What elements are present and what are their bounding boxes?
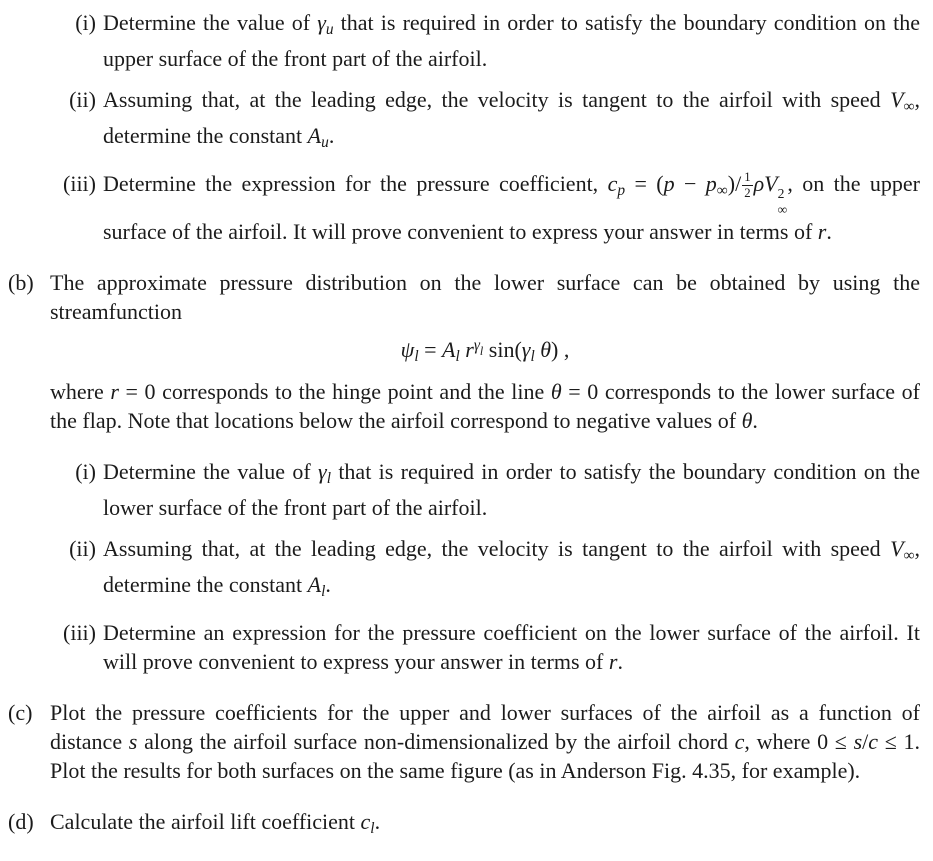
item-label: (iii) bbox=[63, 619, 96, 645]
part-label: (c) bbox=[8, 699, 33, 725]
item-label: (ii) bbox=[69, 86, 96, 112]
part-b-intro: The approximate pressure distribution on the lower surface can be obtained by using the streamfunction bbox=[50, 270, 920, 325]
part-d bbox=[8, 807, 920, 843]
streamfunction-equation: ψl = Al $r^\gamma l$ sin(γl θ) , bbox=[400, 337, 570, 366]
item-text: Assuming that, at the leading edge, the velocity is tangent to the airfoil with speed V∞, determine the constant Al. bbox=[103, 535, 920, 600]
part-b bbox=[8, 268, 920, 435]
item-upper-i bbox=[8, 8, 920, 73]
item-label: (i) bbox=[75, 10, 96, 35]
sublist-upper bbox=[8, 8, 920, 246]
item-text: Assuming that, at the leading edge, the velocity is tangent to the airfoil with speed V∞, determine the constant Au. bbox=[103, 86, 920, 151]
item-upper-iii bbox=[8, 169, 920, 247]
item-lower-iii bbox=[8, 618, 920, 676]
part-d-text: Calculate the airfoil lift coefficient cl. bbox=[50, 808, 381, 837]
item-lower-ii bbox=[8, 534, 920, 606]
item-text: Determine the value of γl that is required in order to satisfy the boundary condition on the lower surface of the front part of the airfoil. bbox=[103, 459, 920, 520]
item-label: (ii) bbox=[69, 535, 96, 561]
sublist-lower bbox=[8, 457, 920, 676]
item-upper-ii bbox=[8, 85, 920, 157]
item-text: Determine the expression for the pressure coefficient, cp = (p − p∞)/ $\frac{1}{2}$ ρV 2 ∞ , on the upper surface of the airfoil. It will prove convenient to express your answer in terms of r. bbox=[103, 170, 920, 245]
part-label: (d) bbox=[8, 808, 34, 834]
item-text: Determine the value of γu that is required in order to satisfy the boundary condition on the upper surface of the front part of the airfoil. bbox=[103, 10, 920, 71]
item-label: (iii) bbox=[63, 170, 96, 196]
part-b-after: where r = 0 corresponds to the hinge point and the line θ = 0 corresponds to the lower surface of the flap. Note that locations below the airfoil correspond to negative values of θ. bbox=[50, 379, 920, 434]
part-c bbox=[8, 698, 920, 785]
part-b-body bbox=[50, 268, 920, 435]
item-text: Determine an expression for the pressure coefficient on the lower surface of the airfoil. It will prove convenient to express your answer in terms of r. bbox=[103, 619, 920, 674]
part-label: (b) bbox=[8, 270, 34, 296]
part-c-text: Plot the pressure coefficients for the upper and lower surfaces of the airfoil as a function of distance s along the airfoil surface non-dimensionalized by the airfoil chord c, where 0 ≤ s/c ≤ 1. Plot the results for both surfaces on the same figure (as in Anderson Fig. 4.35, for example). bbox=[50, 699, 920, 783]
item-label: (i) bbox=[75, 459, 96, 485]
item-lower-i bbox=[8, 457, 920, 522]
